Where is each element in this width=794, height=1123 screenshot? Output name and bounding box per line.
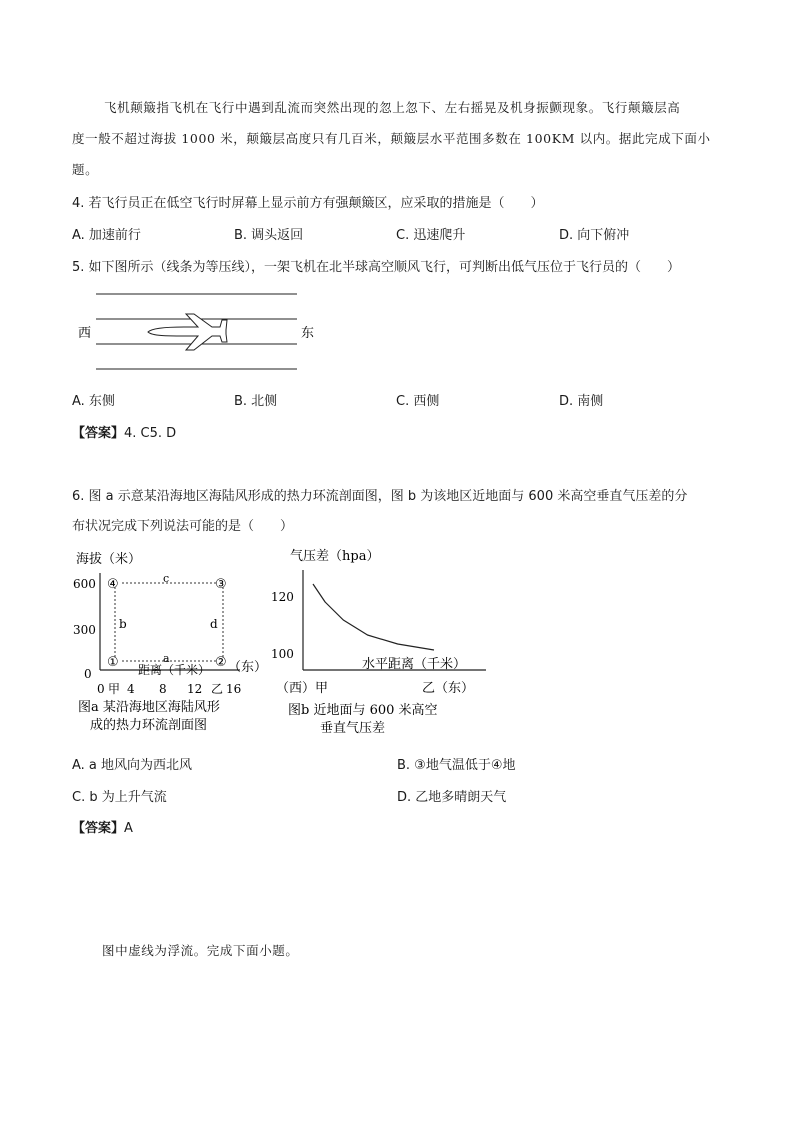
q4-option-d: D. 向下俯冲	[559, 228, 630, 243]
q4-option-b: B. 调头返回	[234, 228, 304, 243]
fig-a-caption-2: 成的热力环流剖面图	[90, 718, 208, 733]
chart-x-end: 乙（东）	[422, 681, 475, 696]
q6-option-b: B. ③地气温低于④地	[397, 758, 516, 773]
chart-caption-1: 图b 近地面与 600 米高空	[288, 703, 438, 718]
east-label: 东	[301, 326, 315, 341]
west-label: 西	[78, 326, 92, 341]
point-1: ①	[107, 655, 119, 670]
fig-a-xtick: 甲	[108, 682, 121, 696]
arrow-label-c: c	[163, 572, 170, 585]
q6-option-d: D. 乙地多晴朗天气	[397, 790, 507, 805]
chart-title: 气压差（hpa）	[290, 549, 380, 564]
arrow-label-b: b	[119, 617, 127, 631]
q5-option-c: C. 西侧	[396, 394, 440, 409]
answer-6	[72, 817, 133, 836]
fig-a-xtick: 乙	[211, 682, 224, 696]
intro-line-1: 飞机颠簸指飞机在飞行中遇到乱流而突然出现的忽上忽下、左右摇晃及机身振颤现象。飞行颠簸层高	[104, 100, 681, 115]
answer-4-5	[72, 422, 176, 441]
fig-a-xtick: 12	[187, 682, 203, 696]
chart-xlabel: 水平距离（千米）	[362, 657, 467, 672]
fig-a-xaxis-label: 距离（千米）	[138, 663, 211, 677]
intro-line-2: 度一般不超过海拔 1000 米，颠簸层高度只有几百米，颠簸层水平范围多数在 100KM 以内。据此完成下面小	[72, 131, 711, 146]
point-4: ④	[107, 577, 119, 592]
figure-b-chart	[266, 540, 506, 740]
q4-option-c: C. 迅速爬升	[396, 228, 466, 243]
answer-label: 【答案】	[72, 821, 125, 836]
intro-line-3: 题。	[72, 162, 99, 177]
fig-a-xtick: 8	[159, 682, 167, 696]
chart-caption-2: 垂直气压差	[320, 721, 386, 736]
isobar-figure	[72, 284, 332, 380]
intro-2: 图中虚线为浮流。完成下面小题。	[102, 943, 299, 958]
fig-a-caption-1: 图a 某沿海地区海陆风形	[78, 700, 220, 715]
point-3: ③	[215, 577, 227, 592]
question-6-stem-2: 布状况完成下列说法可能的是（ ）	[72, 519, 294, 534]
fig-a-east: （东）	[228, 660, 268, 675]
answer-text: A	[124, 821, 133, 836]
fig-a-ytick: 0	[84, 667, 92, 681]
q6-option-a: A. a 地风向为西北风	[72, 758, 193, 773]
q4-option-a: A. 加速前行	[72, 228, 141, 243]
arrow-label-a: a	[163, 652, 170, 665]
question-4-stem: 4. 若飞行员正在低空飞行时屏幕上显示前方有强颠簸区，应采取的措施是（ ）	[72, 196, 544, 211]
chart-ytick: 120	[271, 590, 294, 604]
q5-option-d: D. 南侧	[559, 394, 604, 409]
chart-x-start: （西）甲	[276, 681, 329, 696]
answer-label: 【答案】	[72, 426, 125, 441]
arrow-label-d: d	[210, 617, 218, 631]
q6-option-c: C. b 为上升气流	[72, 790, 167, 805]
point-2: ②	[215, 655, 227, 670]
chart-ytick: 100	[271, 647, 294, 661]
fig-a-ytick: 300	[73, 623, 96, 637]
fig-a-xtick: 16	[226, 682, 242, 696]
question-5-stem: 5. 如下图所示（线条为等压线），一架飞机在北半球高空顺风飞行，可判断出低气压位于飞行员的（ ）	[72, 260, 681, 275]
fig-a-xtick: 4	[127, 682, 135, 696]
answer-text: 4. C5. D	[124, 426, 177, 441]
fig-a-ylabel: 海拔（米）	[76, 552, 142, 567]
figure-a-circulation	[70, 545, 280, 740]
q5-option-a: A. 东侧	[72, 394, 115, 409]
fig-a-ytick: 600	[73, 577, 96, 591]
chart-series-line	[313, 584, 434, 650]
question-6-stem-1: 6. 图 a 示意某沿海地区海陆风形成的热力环流剖面图，图 b 为该地区近地面与 600 米高空垂直气压差的分	[72, 489, 688, 504]
fig-a-xtick: 0	[97, 682, 105, 696]
q5-option-b: B. 北侧	[234, 394, 278, 409]
